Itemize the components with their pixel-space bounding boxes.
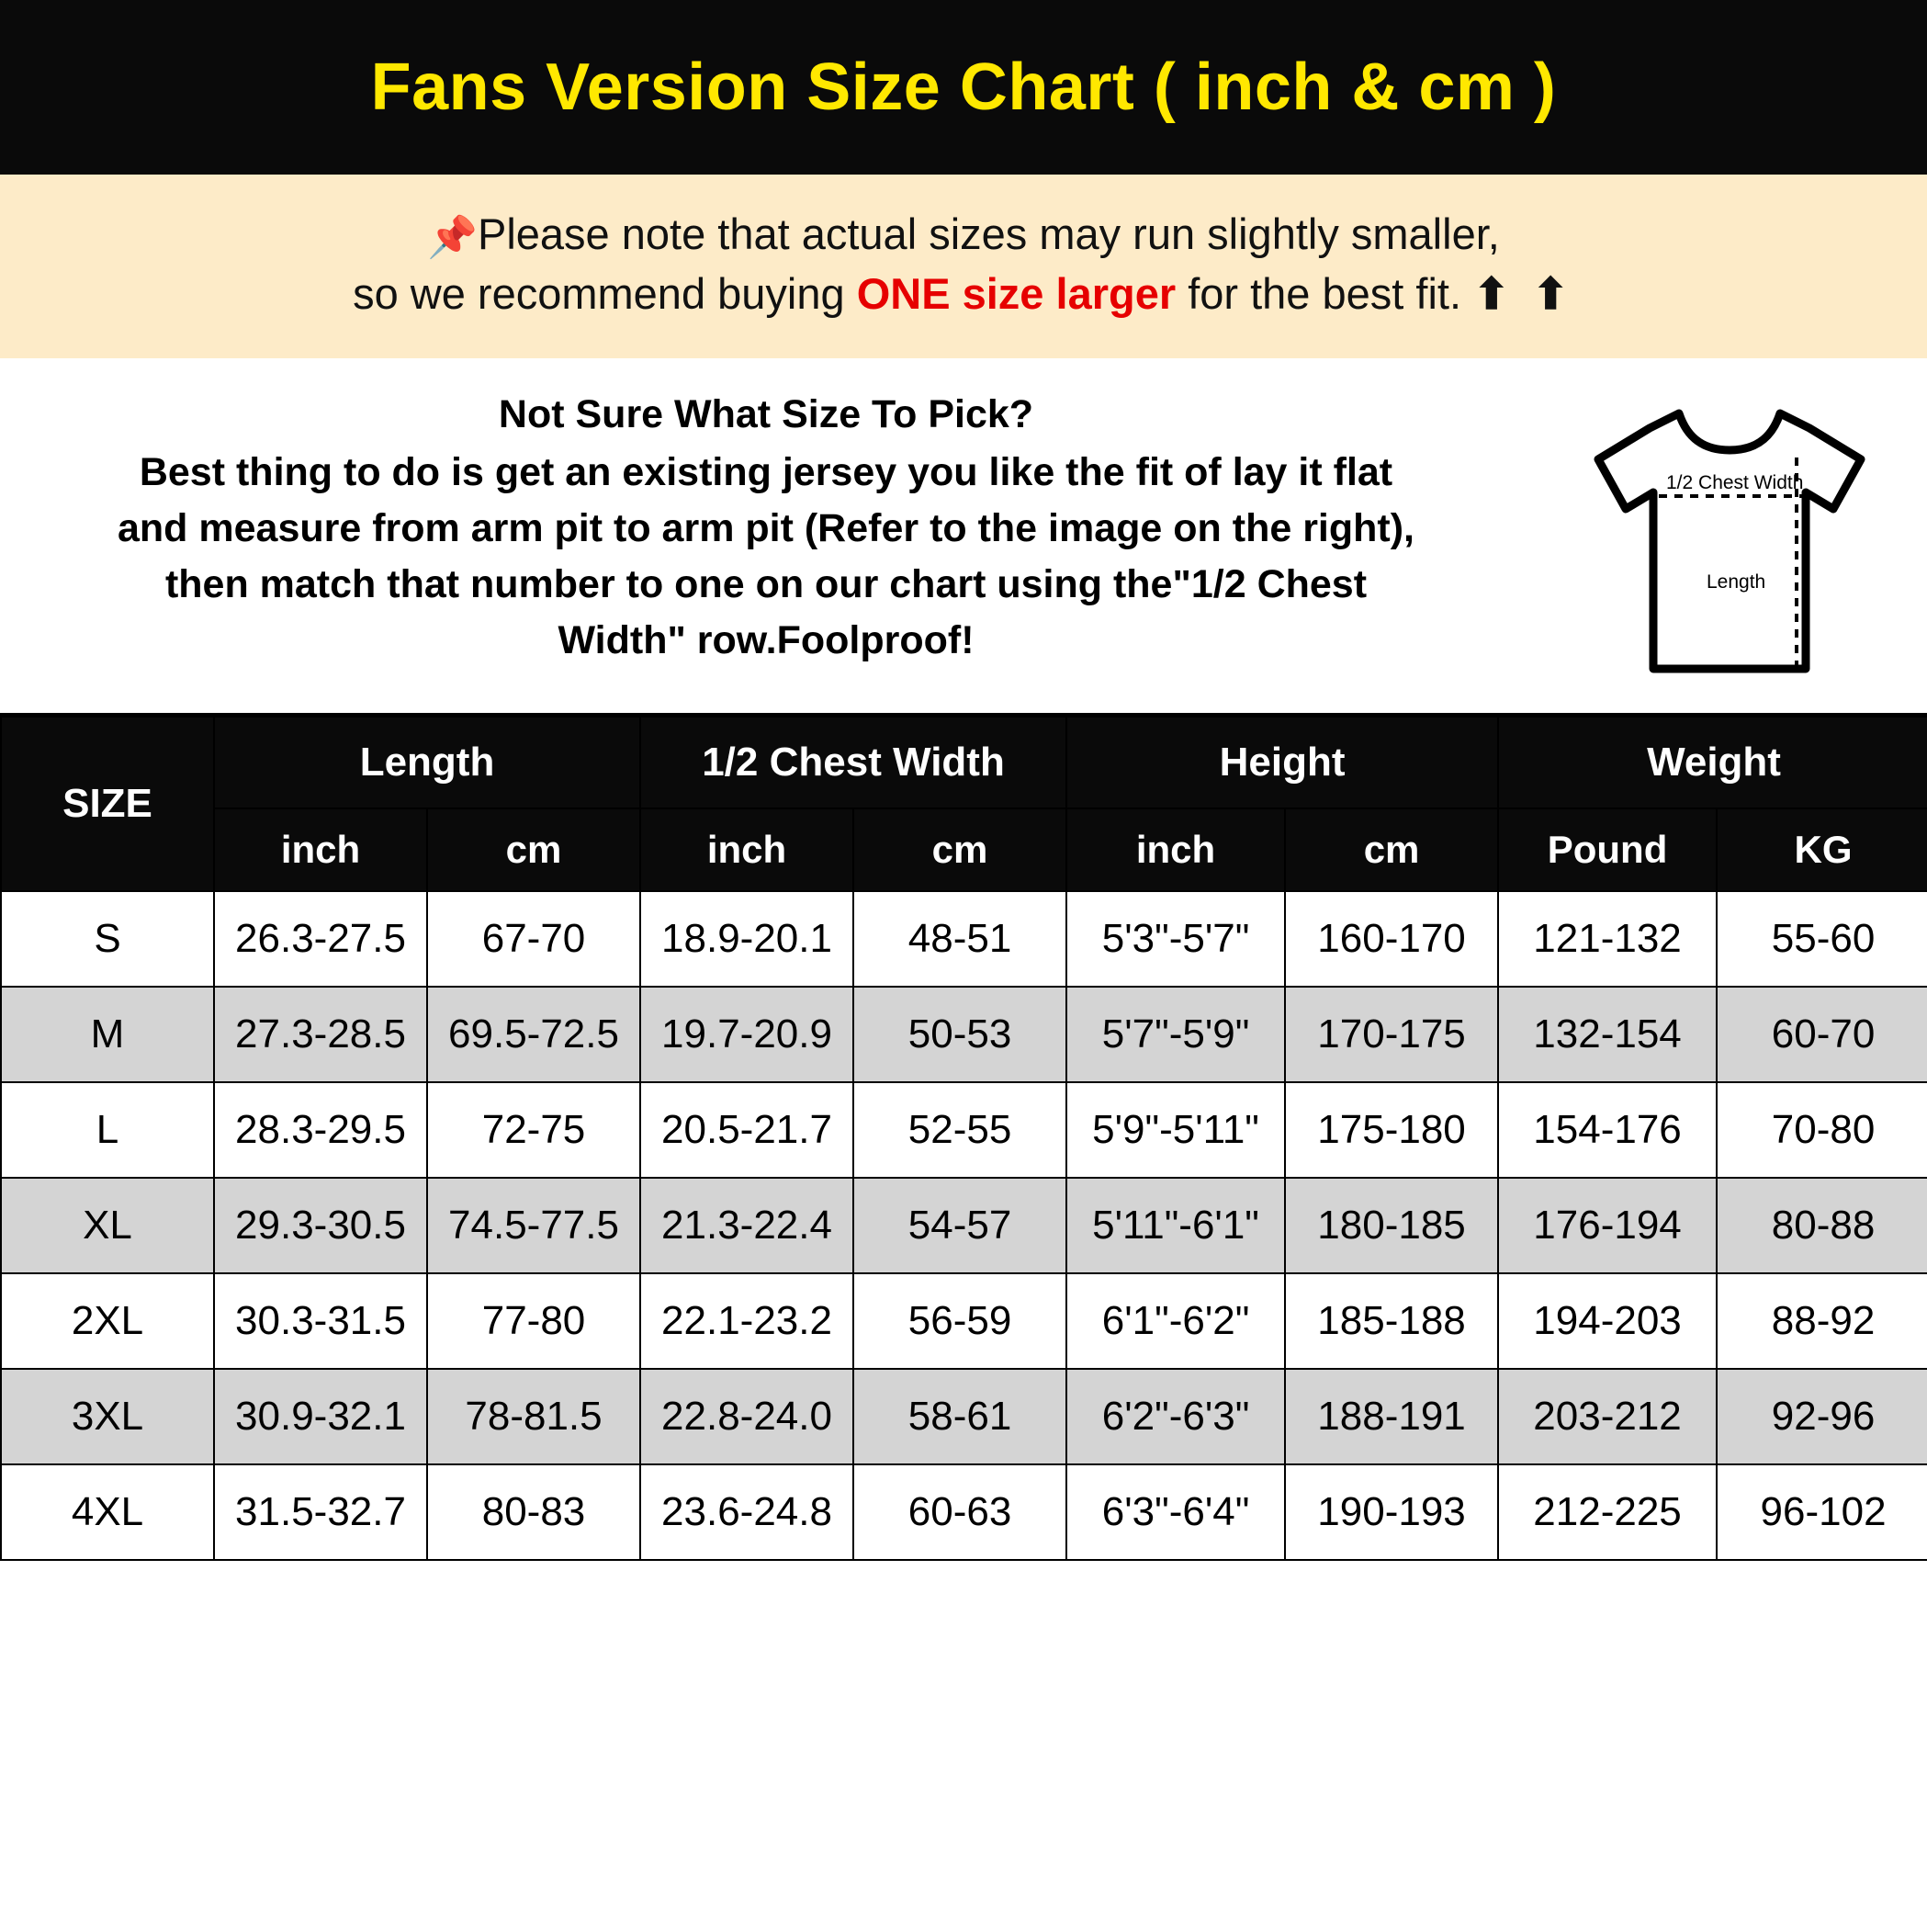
cell-length-cm: 80-83 (427, 1464, 640, 1560)
cell-weight-kg: 92-96 (1717, 1369, 1927, 1464)
cell-height-inch: 5'9"-5'11" (1066, 1082, 1285, 1178)
note-emphasis: ONE size larger (856, 268, 1177, 318)
cell-chest-cm: 48-51 (853, 891, 1066, 987)
cell-chest-inch: 23.6-24.8 (640, 1464, 853, 1560)
note-text-1: Please note that actual sizes may run slightly smaller, (477, 209, 1500, 258)
pushpin-icon: 📌 (427, 215, 478, 260)
cell-height-cm: 170-175 (1285, 987, 1498, 1082)
cell-weight-pound: 121-132 (1498, 891, 1717, 987)
table-row (1, 1273, 1927, 1369)
cell-weight-kg: 88-92 (1717, 1273, 1927, 1369)
cell-weight-pound: 194-203 (1498, 1273, 1717, 1369)
table-row (1, 1464, 1927, 1560)
table-row (1, 891, 1927, 987)
cell-weight-pound: 132-154 (1498, 987, 1717, 1082)
cell-length-cm: 67-70 (427, 891, 640, 987)
tshirt-measurement-icon (1578, 393, 1881, 696)
header-size: SIZE (1, 717, 214, 891)
size-note-band (0, 175, 1927, 358)
header-height-inch: inch (1066, 808, 1285, 891)
cell-height-cm: 180-185 (1285, 1178, 1498, 1273)
cell-height-cm: 190-193 (1285, 1464, 1498, 1560)
advice-section (0, 358, 1927, 716)
cell-size: L (1, 1082, 214, 1178)
cell-length-inch: 30.9-32.1 (214, 1369, 427, 1464)
cell-chest-cm: 56-59 (853, 1273, 1066, 1369)
table-body (1, 891, 1927, 1560)
note-line-2 (37, 266, 1890, 323)
advice-text-block (0, 378, 1532, 672)
cell-length-inch: 26.3-27.5 (214, 891, 427, 987)
table-row (1, 1369, 1927, 1464)
cell-chest-cm: 58-61 (853, 1369, 1066, 1464)
size-table (0, 716, 1927, 1561)
cell-weight-kg: 60-70 (1717, 987, 1927, 1082)
note-line-1 (37, 206, 1890, 266)
cell-chest-cm: 52-55 (853, 1082, 1066, 1178)
cell-size: 3XL (1, 1369, 214, 1464)
cell-size: M (1, 987, 214, 1082)
up-arrows-icon: ⬆ ⬆ (1473, 268, 1574, 318)
cell-weight-pound: 154-176 (1498, 1082, 1717, 1178)
header-group-chest: 1/2 Chest Width (640, 717, 1066, 808)
advice-line-4: Width" row.Foolproof! (558, 617, 975, 662)
note-text-2b: for the best fit. (1176, 268, 1474, 318)
cell-chest-cm: 54-57 (853, 1178, 1066, 1273)
cell-weight-kg: 70-80 (1717, 1082, 1927, 1178)
cell-length-inch: 30.3-31.5 (214, 1273, 427, 1369)
cell-chest-cm: 50-53 (853, 987, 1066, 1082)
cell-chest-inch: 22.1-23.2 (640, 1273, 853, 1369)
cell-length-inch: 29.3-30.5 (214, 1178, 427, 1273)
cell-length-cm: 77-80 (427, 1273, 640, 1369)
cell-length-cm: 72-75 (427, 1082, 640, 1178)
cell-length-inch: 27.3-28.5 (214, 987, 427, 1082)
cell-weight-kg: 80-88 (1717, 1178, 1927, 1273)
chest-width-label: 1/2 Chest Width (1666, 471, 1804, 493)
table-header-units (1, 808, 1927, 891)
cell-length-cm: 78-81.5 (427, 1369, 640, 1464)
cell-length-inch: 28.3-29.5 (214, 1082, 427, 1178)
cell-size: XL (1, 1178, 214, 1273)
cell-height-inch: 5'3"-5'7" (1066, 891, 1285, 987)
chart-title-bar (0, 0, 1927, 175)
cell-height-cm: 188-191 (1285, 1369, 1498, 1464)
cell-chest-inch: 22.8-24.0 (640, 1369, 853, 1464)
advice-line-1: Best thing to do is get an existing jersey you like the fit of lay it flat (139, 449, 1393, 494)
note-text-2a: so we recommend buying (353, 268, 857, 318)
cell-weight-kg: 96-102 (1717, 1464, 1927, 1560)
cell-chest-inch: 21.3-22.4 (640, 1178, 853, 1273)
header-group-weight: Weight (1498, 717, 1927, 808)
cell-chest-inch: 20.5-21.7 (640, 1082, 853, 1178)
table-header-groups (1, 717, 1927, 808)
header-chest-cm: cm (853, 808, 1066, 891)
header-height-cm: cm (1285, 808, 1498, 891)
header-weight-pound: Pound (1498, 808, 1717, 891)
cell-size: 4XL (1, 1464, 214, 1560)
header-group-height: Height (1066, 717, 1498, 808)
advice-heading: Not Sure What Size To Pick? (498, 391, 1034, 436)
tshirt-diagram (1532, 378, 1927, 696)
cell-length-inch: 31.5-32.7 (214, 1464, 427, 1560)
cell-height-inch: 5'7"-5'9" (1066, 987, 1285, 1082)
cell-height-cm: 160-170 (1285, 891, 1498, 987)
header-weight-kg: KG (1717, 808, 1927, 891)
cell-height-inch: 6'3"-6'4" (1066, 1464, 1285, 1560)
cell-height-inch: 6'1"-6'2" (1066, 1273, 1285, 1369)
cell-length-cm: 69.5-72.5 (427, 987, 640, 1082)
header-length-cm: cm (427, 808, 640, 891)
cell-weight-pound: 203-212 (1498, 1369, 1717, 1464)
cell-chest-cm: 60-63 (853, 1464, 1066, 1560)
table-row (1, 1178, 1927, 1273)
cell-height-cm: 175-180 (1285, 1082, 1498, 1178)
header-group-length: Length (214, 717, 640, 808)
table-head (1, 717, 1927, 891)
cell-chest-inch: 19.7-20.9 (640, 987, 853, 1082)
cell-size: S (1, 891, 214, 987)
page-title: Fans Version Size Chart ( inch & cm ) (370, 51, 1557, 124)
advice-line-2: and measure from arm pit to arm pit (Refer to the image on the right), (117, 505, 1414, 550)
cell-length-cm: 74.5-77.5 (427, 1178, 640, 1273)
table-row (1, 987, 1927, 1082)
cell-weight-pound: 176-194 (1498, 1178, 1717, 1273)
cell-weight-kg: 55-60 (1717, 891, 1927, 987)
header-length-inch: inch (214, 808, 427, 891)
cell-height-inch: 6'2"-6'3" (1066, 1369, 1285, 1464)
length-label: Length (1707, 571, 1766, 593)
cell-size: 2XL (1, 1273, 214, 1369)
table-row (1, 1082, 1927, 1178)
cell-height-cm: 185-188 (1285, 1273, 1498, 1369)
header-chest-inch: inch (640, 808, 853, 891)
cell-weight-pound: 212-225 (1498, 1464, 1717, 1560)
advice-line-3: then match that number to one on our chart using the"1/2 Chest (164, 561, 1368, 606)
cell-height-inch: 5'11"-6'1" (1066, 1178, 1285, 1273)
cell-chest-inch: 18.9-20.1 (640, 891, 853, 987)
